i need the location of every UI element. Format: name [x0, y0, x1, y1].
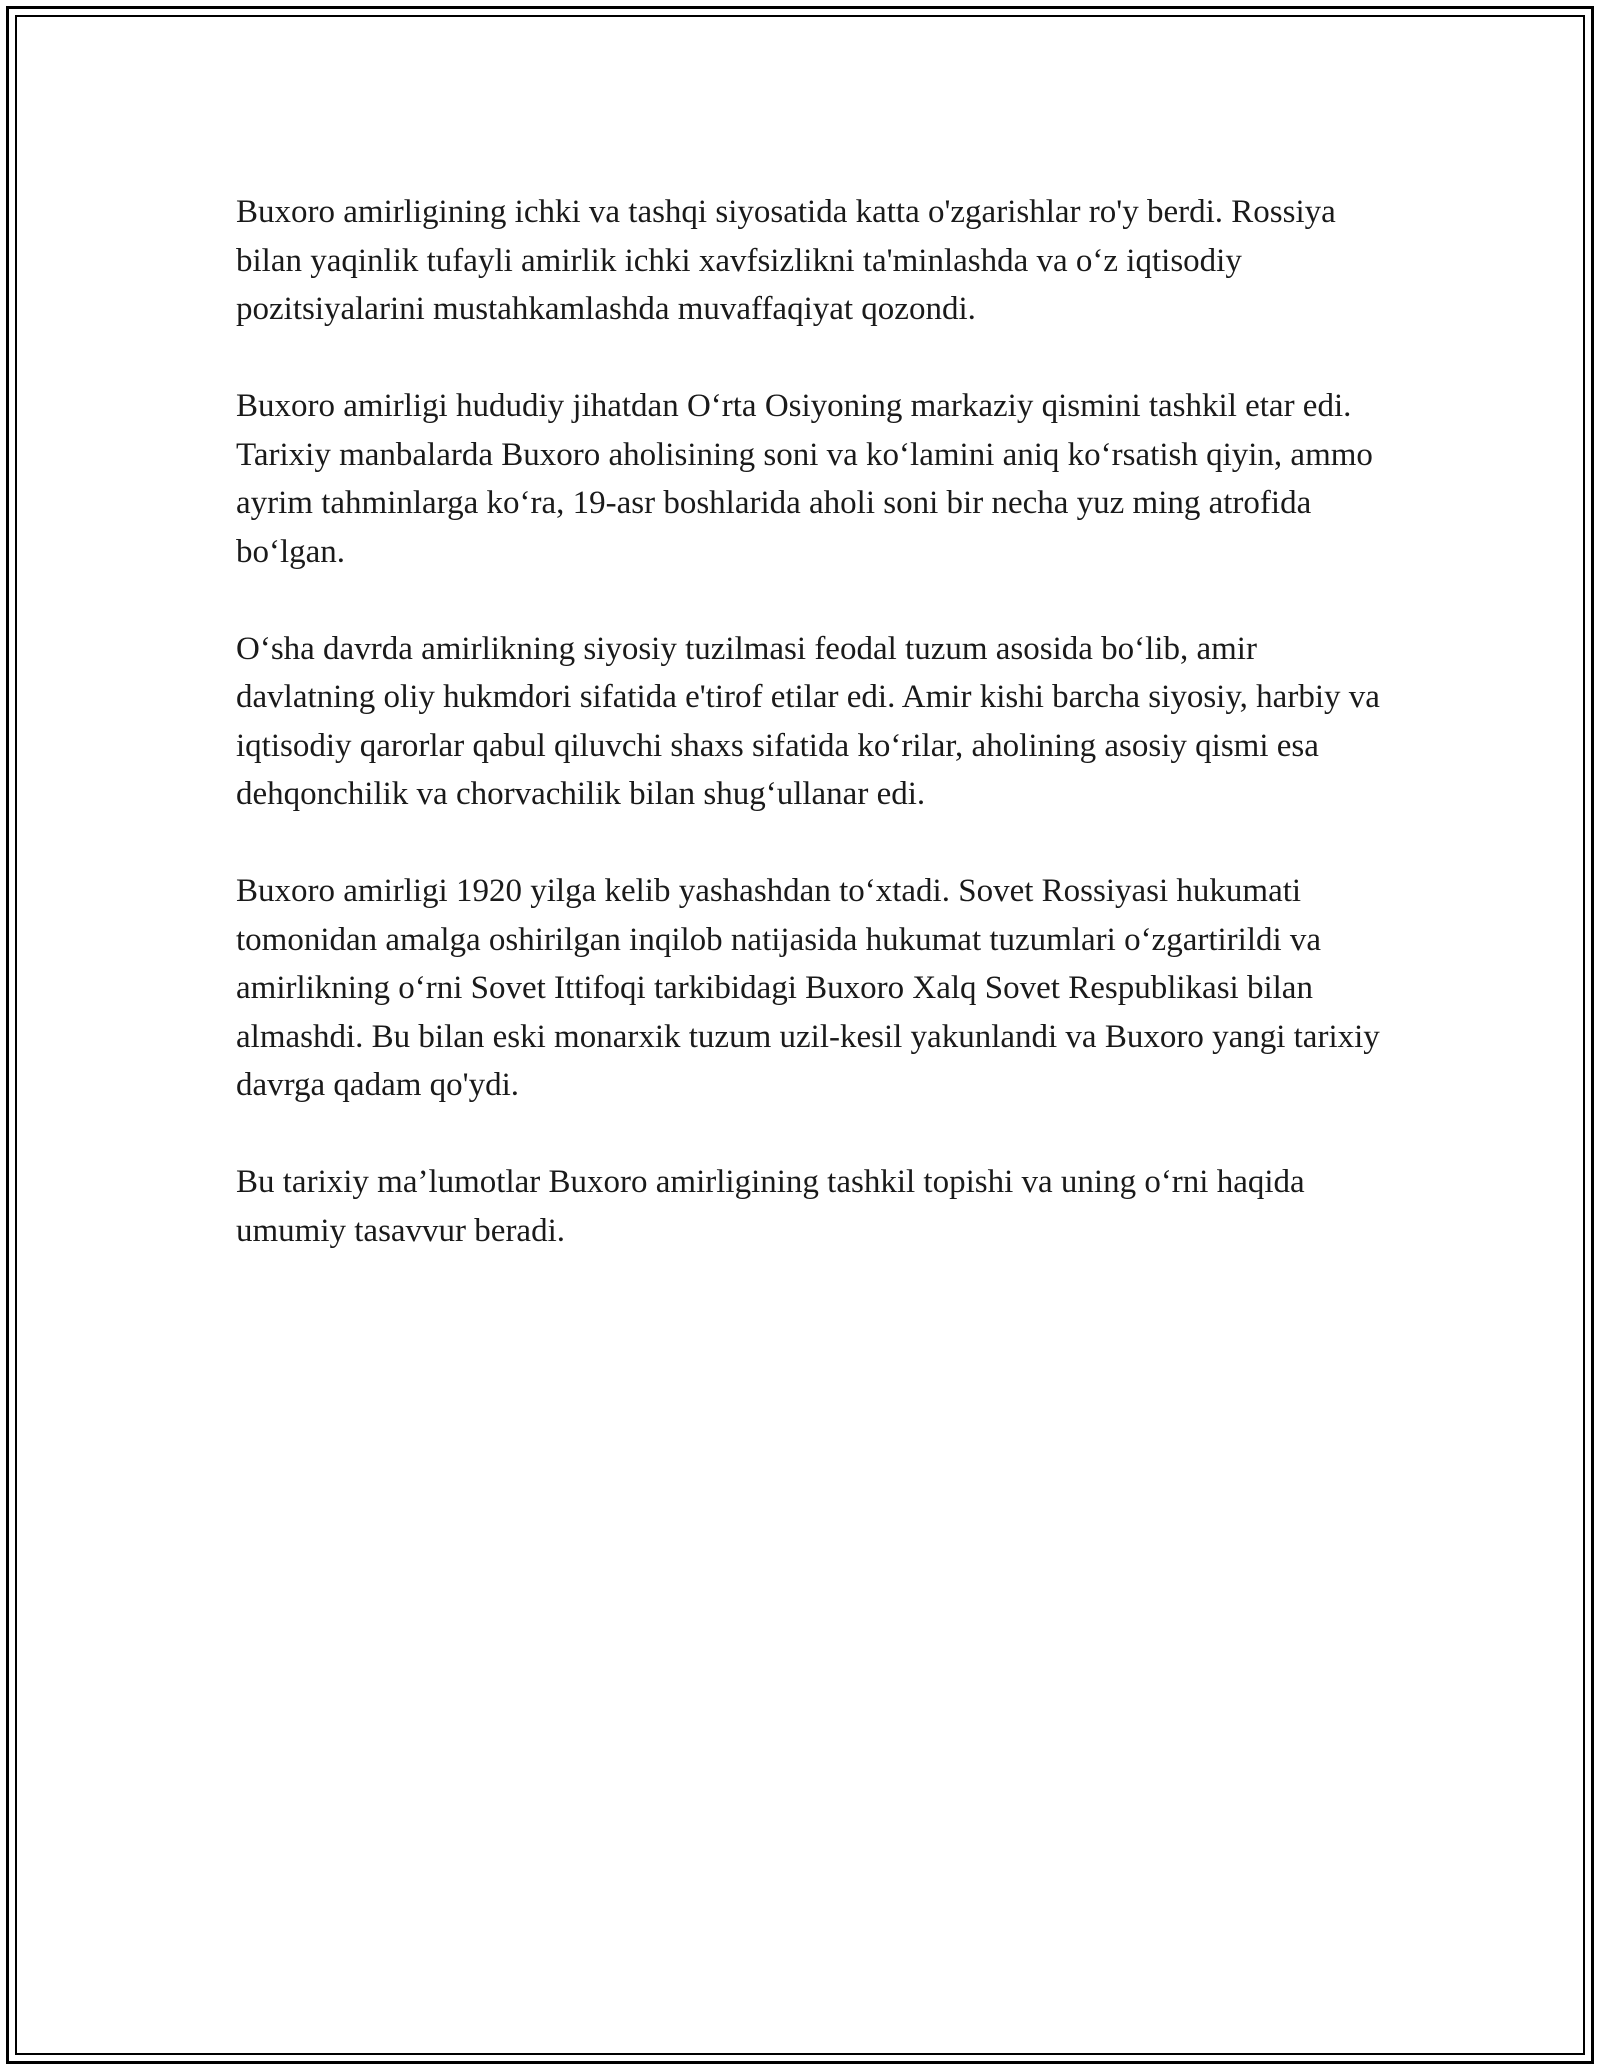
paragraph-1: Buxoro amirligining ichki va tashqi siyosatida katta o'zgarishlar ro'y berdi. Rossiya bilan yaqinlik tufayli amirlik ichki xavfsizlikni ta'minlashda va o‘z iqtisodiy pozitsiyalarini mustahkamlashda muvaffaqiyat qozondi.	[236, 194, 1336, 327]
paragraph-3: O‘sha davrda amirlikning siyosiy tuzilmasi feodal tuzum asosida bo‘lib, amir davlatning oliy hukmdori sifatida e'tirof etilar edi. Amir kishi barcha siyosiy, harbiy va iqtisodiy qarorlar qabul qiluvchi shaxs sifatida ko‘rilar, aholining asosiy qismi esa dehqonchilik va chorvachilik bilan shug‘ullanar edi.	[236, 630, 1380, 812]
document-body	[236, 188, 1386, 1304]
paragraph-2: Buxoro amirligi hududiy jihatdan O‘rta Osiyoning markaziy qismini tashkil etar edi. Tarixiy manbalarda Buxoro aholisining soni va ko‘lamini aniq ko‘rsatish qiyin, ammo ayrim tahminlarga ko‘ra, 19-asr boshlarida aholi soni bir necha yuz ming atrofida bo‘lgan.	[236, 388, 1373, 570]
paragraph-4: Buxoro amirligi 1920 yilga kelib yashashdan to‘xtadi. Sovet Rossiyasi hukumati tomonidan amalga oshirilgan inqilob natijasida hukumat tuzumlari o‘zgartirildi va amirlikning o‘rni Sovet Ittifoqi tarkibidagi Buxoro Xalq Sovet Respublikasi bilan almashdi. Bu bilan eski monarxik tuzum uzil-kesil yakunlandi va Buxoro yangi tarixiy davrga qadam qo'ydi.	[236, 873, 1380, 1103]
paragraph-5: Bu tarixiy ma’lumotlar Buxoro amirligining tashkil topishi va uning o‘rni haqida umumiy tasavvur beradi.	[236, 1164, 1305, 1249]
